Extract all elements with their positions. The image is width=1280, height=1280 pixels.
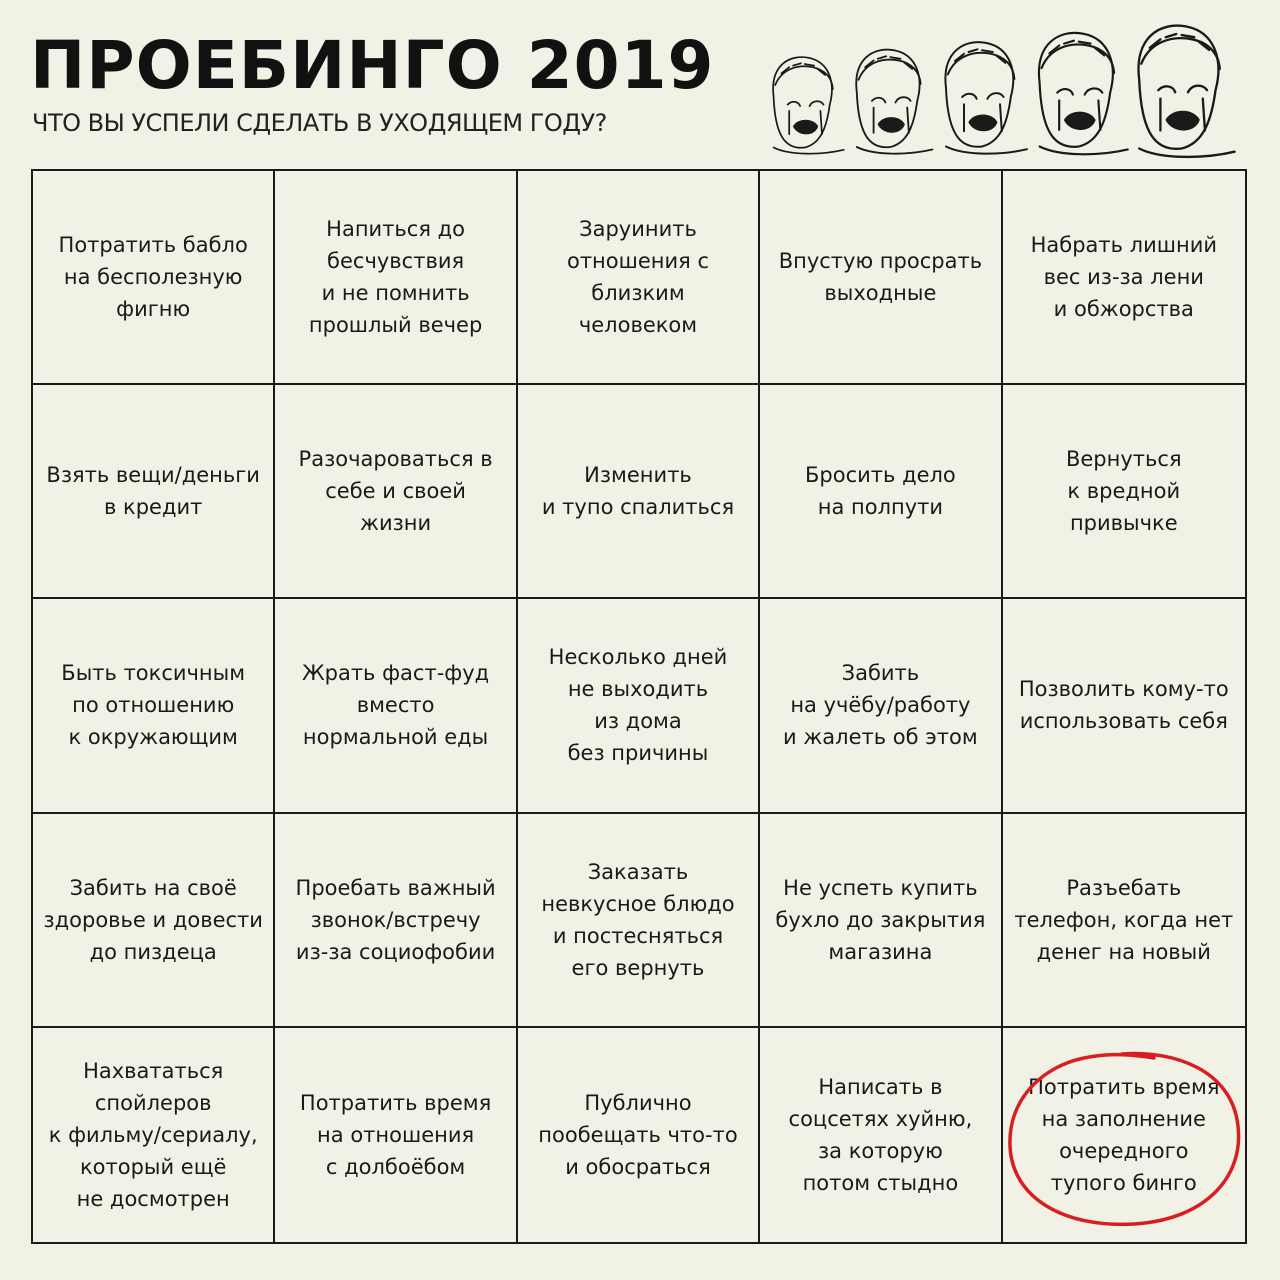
bingo-cell[interactable] [275, 1028, 517, 1242]
bingo-cell[interactable] [760, 814, 1002, 1028]
bingo-cell-label: Впустую просрать выходные [778, 249, 983, 306]
bingo-cell[interactable] [518, 171, 760, 385]
bingo-cell[interactable] [518, 385, 760, 599]
bingo-cell[interactable] [518, 814, 760, 1028]
bingo-cell-label: Забить на учёбу/работу и жалеть об этом [783, 661, 978, 750]
bingo-cell[interactable] [33, 171, 275, 385]
bingo-cell-label: Публично пообещать что-то и обосраться [538, 1090, 738, 1179]
bingo-cell-label: Зарyинить отношения с близким человеком [566, 217, 709, 338]
crying-face-icon [773, 57, 844, 154]
bingo-cell[interactable] [760, 599, 1002, 813]
bingo-cell-label: Заказать невкусное блюдо и постесняться его вернуть [541, 859, 735, 980]
crying-face-icon [1139, 26, 1235, 157]
crying-face-icon [945, 42, 1027, 153]
bingo-cell[interactable] [760, 1028, 1002, 1242]
bingo-cell[interactable] [760, 385, 1002, 599]
bingo-cell[interactable] [1003, 814, 1245, 1028]
crying-face-icon [1039, 33, 1128, 154]
bingo-cell-label: Изменить и тупо спалиться [541, 463, 735, 520]
bingo-cell[interactable] [518, 599, 760, 813]
bingo-cell[interactable] [1003, 599, 1245, 813]
bingo-cell-label: Потратить бабло на бесполезную фигню [58, 233, 248, 322]
bingo-cell[interactable] [1003, 385, 1245, 599]
bingo-cell-label: Вернуться к вредной привычке [1065, 447, 1182, 536]
page-title: ПРОЕБИНГО 2019 [30, 27, 715, 104]
crying-face-icon [856, 50, 932, 154]
bingo-cell-marked[interactable] [1003, 1028, 1245, 1242]
bingo-cell-label: Жрать фаст-фуд вместо нормальной еды [302, 661, 490, 750]
page-subtitle: ЧТО ВЫ УСПЕЛИ СДЕЛАТЬ В УХОДЯЩЕМ ГОДУ? [32, 109, 607, 137]
bingo-cell[interactable] [275, 599, 517, 813]
bingo-cell-label: Разъебать телефон, когда нет денег на новый [1014, 875, 1234, 964]
bingo-cell-label: Несколько дней не выходить из дома без причины [548, 645, 728, 766]
bingo-cell[interactable] [275, 171, 517, 385]
bingo-grid [31, 169, 1247, 1244]
bingo-cell[interactable] [275, 814, 517, 1028]
bingo-cell[interactable] [760, 171, 1002, 385]
bingo-cell-label: Набрать лишний вес из-за лени и обжорства [1030, 233, 1217, 322]
bingo-cell-label: Написать в соцсетях хуйню, за которую потом стыдно [788, 1074, 973, 1195]
bingo-cell-label: Не успеть купить бухло до закрытия магазина [775, 875, 986, 964]
crying-faces-icon [750, 22, 1250, 172]
bingo-cell-label: Нахвататься спойлеров к фильму/сериалу, который ещё не досмотрен [48, 1058, 258, 1211]
bingo-cell[interactable] [1003, 171, 1245, 385]
bingo-cell[interactable] [275, 385, 517, 599]
bingo-cell-label: Проебать важный звонок/встречу из-за социофобии [295, 875, 496, 964]
bingo-cell-label: Потратить время на отношения с долбоёбом [299, 1090, 492, 1179]
bingo-cell-label: Разочароваться в себе и своей жизни [298, 447, 493, 536]
bingo-cell-label: Взять вещи/деньги в кредит [46, 463, 260, 520]
bingo-cell-label: Позволить кому-то использовать себя [1018, 677, 1229, 734]
bingo-cell-label: Быть токсичным по отношению к окружающим [61, 661, 246, 750]
bingo-cell[interactable] [33, 814, 275, 1028]
bingo-cell[interactable] [33, 599, 275, 813]
bingo-cell[interactable] [33, 385, 275, 599]
bingo-cell[interactable] [518, 1028, 760, 1242]
bingo-cell-label: Бросить дело на полпути [805, 463, 956, 520]
bingo-cell-label: Потратить время на заполнение очередного тупого бинго [1028, 1074, 1220, 1195]
bingo-cell-label: Забить на своё здоровье и довести до пиздеца [43, 875, 263, 964]
bingo-cell[interactable] [33, 1028, 275, 1242]
bingo-cell-label: Напиться до бесчувствия и не помнить прошлый вечер [308, 217, 483, 338]
